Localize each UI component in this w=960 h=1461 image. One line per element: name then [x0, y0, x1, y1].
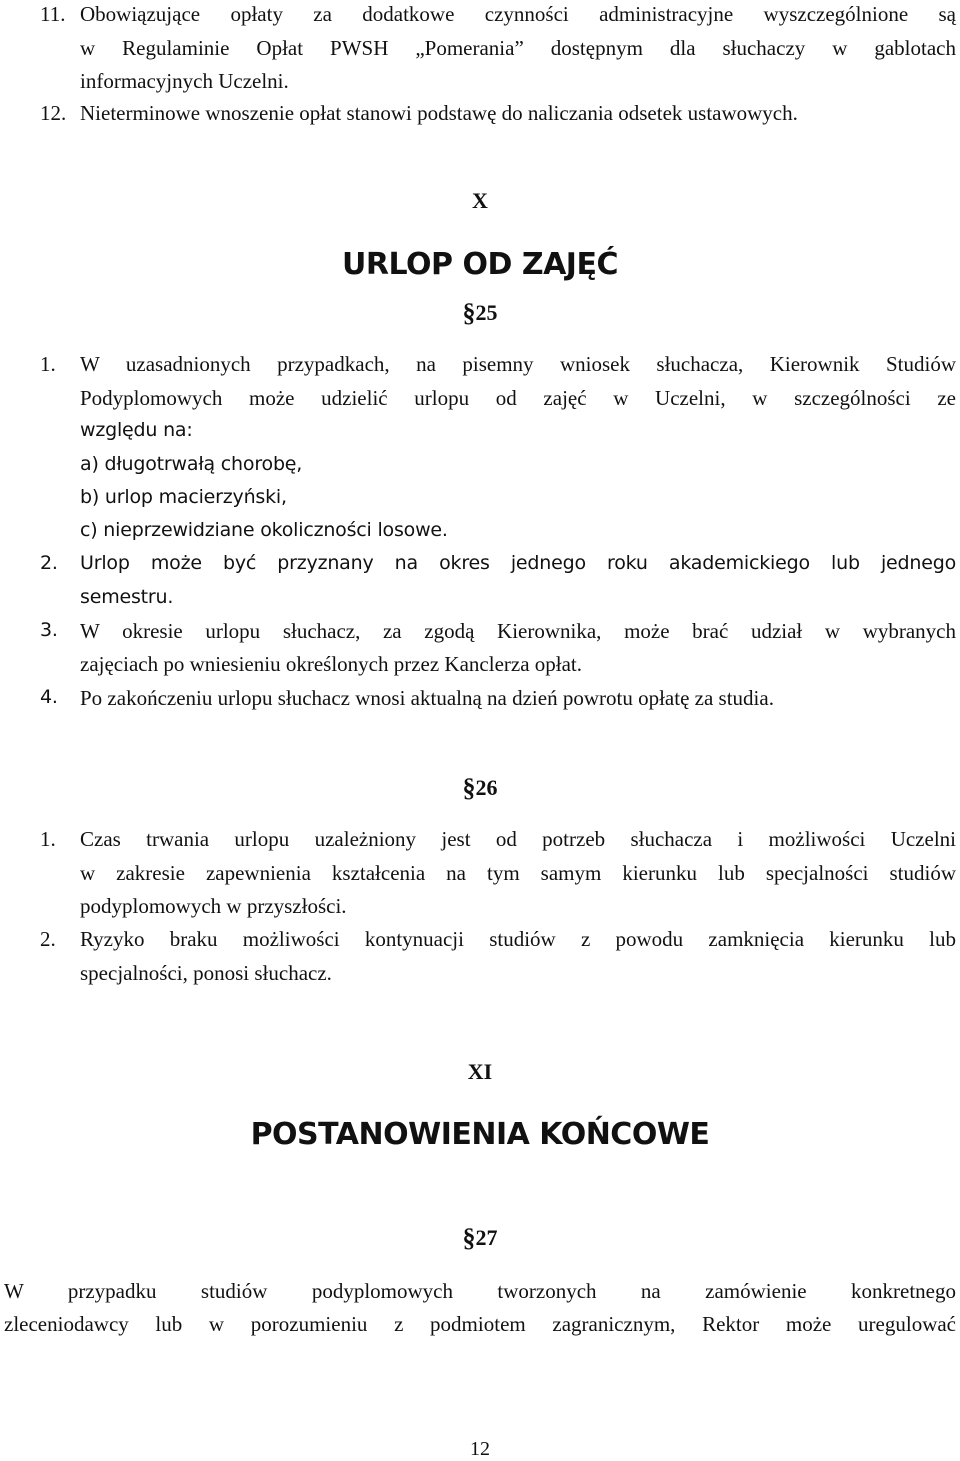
item-12-text: Nieterminowe wnoszenie opłat stanowi podstawę do naliczania odsetek ustawowych. — [80, 101, 798, 125]
s25-p2-line-1: Urlop może być przyznany na okres jednego roku akademickiego lub jednego — [80, 552, 956, 574]
item-11-number: 11. — [40, 2, 66, 26]
section-26-number: 26 — [475, 775, 498, 800]
section-sign-27: § — [462, 1223, 476, 1252]
chapter-xi-title: POSTANOWIENIA KOŃCOWE — [250, 1117, 710, 1152]
s25-p3-line-2: zajęciach po wniesieniu określonych przez Kanclerza opłat. — [80, 652, 583, 676]
s25-p3-line-1: W okresie urlopu słuchacz, za zgodą Kierownika, może brać udział w wybranych — [80, 619, 956, 643]
s26-p1-line-2: w zakresie zapewnienia kształcenia na tym samym kierunku lub specjalności studiów — [80, 861, 956, 885]
s25-p1-line-3: względu na: — [80, 419, 193, 441]
s25-p4-text: Po zakończeniu urlopu słuchacz wnosi aktualną na dzień powrotu opłatę za studia. — [80, 686, 774, 710]
s25-p1-number: 1. — [40, 352, 56, 376]
item-12-number: 12. — [40, 101, 67, 125]
s25-p1-line-2: Podyplomowych może udzielić urlopu od zajęć w Uczelni, w szczególności ze — [80, 386, 956, 410]
section-25-heading — [0, 298, 960, 328]
section-26-heading — [0, 773, 960, 803]
page-number: 12 — [470, 1438, 490, 1460]
s25-p3-number: 3. — [40, 619, 58, 641]
s26-p1-number: 1. — [40, 827, 56, 851]
s25-p2-line-2: semestru. — [80, 586, 174, 608]
s25-sub-b: b) urlop macierzyński, — [80, 486, 287, 508]
s26-p2-line-1: Ryzyko braku możliwości kontynuacji studiów z powodu zamknięcia kierunku lub — [80, 927, 956, 951]
s26-p1-line-1: Czas trwania urlopu uzależniony jest od potrzeb słuchacza i możliwości Uczelni — [80, 827, 956, 851]
s25-p4-number: 4. — [40, 686, 58, 708]
section-27-heading — [0, 1223, 960, 1253]
s25-sub-a: a) długotrwałą chorobę, — [80, 453, 303, 475]
section-sign-26: § — [462, 773, 476, 802]
s26-p1-line-3: podyplomowych w przyszłości. — [80, 894, 347, 918]
s25-p2-number: 2. — [40, 552, 58, 574]
item-11-line-2: w Regulaminie Opłat PWSH „Pomerania” dostępnym dla słuchaczy w gablotach — [80, 36, 956, 60]
s26-p2-number: 2. — [40, 927, 56, 951]
item-11-line-3: informacyjnych Uczelni. — [80, 69, 289, 93]
s27-line-1: W przypadku studiów podyplomowych tworzonych na zamówienie konkretnego — [4, 1279, 956, 1303]
chapter-x-title: URLOP OD ZAJĘĆ — [342, 247, 618, 282]
section-sign-25: § — [462, 298, 476, 327]
s25-p1-line-1: W uzasadnionych przypadkach, na pisemny wniosek słuchacza, Kierownik Studiów — [80, 352, 956, 376]
s25-sub-c: c) nieprzewidziane okoliczności losowe. — [80, 519, 448, 541]
s26-p2-line-2: specjalności, ponosi słuchacz. — [80, 961, 332, 985]
section-25-number: 25 — [475, 300, 498, 325]
chapter-x-roman: X — [472, 188, 488, 213]
item-11-line-1: Obowiązujące opłaty za dodatkowe czynności administracyjne wyszczególnione są — [80, 2, 956, 26]
s27-line-2: zleceniodawcy lub w porozumieniu z podmiotem zagranicznym, Rektor może uregulować — [4, 1312, 956, 1336]
section-27-number: 27 — [475, 1225, 498, 1250]
chapter-xi-roman: XI — [467, 1059, 493, 1084]
